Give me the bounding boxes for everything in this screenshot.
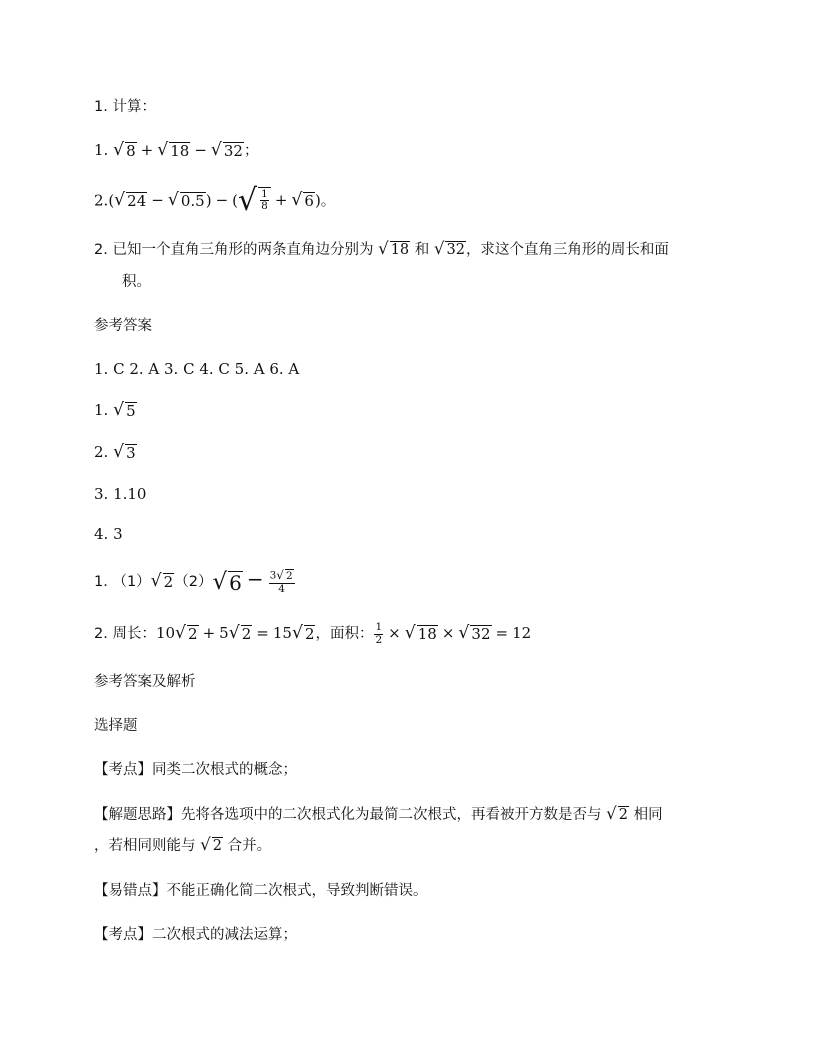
fraction-3-sqrt2-over-4: 3 √ 2 4 [269, 568, 293, 595]
area-label: ，面积： [315, 626, 374, 642]
mc-answers: 1. C 2. A 3. C 4. C 5. A 6. A [94, 360, 300, 378]
note-text: 先将各选项中的二次根式化为最简二次根式，再看被开方数是否与 [181, 807, 602, 823]
sqrt-3: √ 3 [113, 442, 136, 463]
sqrt-32: √ 32 [458, 623, 491, 644]
sqrt-32: √ 32 [210, 140, 243, 161]
sqrt-6: √ 6 [291, 190, 314, 211]
question-1-part-2: 2.( √ 24 − √ 0.5 ) − ( √ $\frac{1}{8}$ + √ 6 )。 [94, 183, 336, 218]
sqrt-32: √ 32 [433, 239, 465, 259]
sqrt-24: √ 24 [114, 190, 147, 211]
note-text: 不能正确化简二次根式，导致判断错误。 [166, 883, 428, 899]
sqrt-2: √ 2 [606, 804, 628, 824]
sqrt-6: √ 6 [212, 568, 242, 595]
question-2-text-cont: ，求这个直角三角形的周长和面 [465, 242, 669, 258]
sqrt-0-5: √ 0.5 [167, 190, 205, 211]
answer-sublabel: （2） [174, 574, 213, 590]
note-tag: 【考点】 [94, 927, 152, 943]
note-text: ，若相同则能与 [94, 838, 196, 854]
part-label: 1. [94, 141, 109, 159]
fill-answer-3: 3. 1.10 [94, 485, 147, 503]
sqrt-2: √ 2 [150, 571, 174, 592]
note-pitfall [94, 880, 428, 902]
fill-answer-1 [94, 399, 137, 421]
answer-label: 1. （1） [94, 574, 151, 590]
note-text-cont: 相同 [633, 807, 663, 823]
semicolon: ； [243, 143, 259, 159]
note-solution-line-2 [94, 835, 271, 857]
part-label: 2. [94, 191, 109, 210]
sqrt-one-eighth: √ $\frac{1}{8}$ [238, 187, 271, 216]
fill-answer-4: 4. 3 [94, 525, 123, 543]
note-tag: 【考点】 [94, 762, 152, 778]
sqrt-18: √ 18 [157, 140, 190, 161]
answer-label: 2. 周长： [94, 626, 156, 642]
section-title: 选择题 [94, 718, 138, 734]
note-tag: 【解题思路】 [94, 807, 181, 823]
question-2-and: 和 [414, 242, 430, 258]
note-text: 同类二次根式的概念； [152, 762, 297, 778]
question-2-line-2: 积。 [122, 274, 151, 290]
sqrt-18: √ 18 [404, 623, 437, 644]
note-text: 二次根式的减法运算； [152, 927, 297, 943]
question-2-line-1 [94, 239, 669, 261]
answers-heading: 参考答案 [94, 318, 152, 334]
note-solution-line-1 [94, 804, 663, 826]
sqrt-2: √ 2 [228, 623, 252, 644]
calc-answer-2: 2. 周长：10 √ 2 + 5 √ 2 = 15 √ 2 ，面积： $\frac{1}{2}$ × √ 18 × √ 32 = 12 [94, 621, 532, 646]
question-1-part-1: 1. √ 8 + √ 18 − √ 32 ； [94, 140, 259, 161]
sqrt-5: √ 5 [113, 400, 136, 421]
note-text-cont: 合并。 [227, 838, 272, 854]
answer-label: 2. [94, 443, 109, 461]
sqrt-2: √ 2 [291, 623, 315, 644]
fraction-one-half: $\frac{1}{2}$ [375, 621, 383, 646]
sqrt-8: √ 8 [113, 140, 136, 161]
sqrt-18: √ 18 [378, 239, 410, 259]
sqrt-2: √ 2 [200, 835, 222, 855]
analysis-heading: 参考答案及解析 [94, 674, 196, 690]
question-1-heading: 1. 计算： [94, 99, 156, 115]
fill-answer-2 [94, 441, 137, 463]
note-kaodian-1 [94, 759, 297, 781]
calc-answer-1: 1. （1） √ 2 （2） √ 6 − 3 √ 2 4 [94, 567, 293, 595]
note-tag: 【易错点】 [94, 883, 167, 899]
answer-label: 1. [94, 401, 109, 419]
question-2-text: 2. 已知一个直角三角形的两条直角边分别为 [94, 242, 374, 258]
note-kaodian-2 [94, 924, 297, 946]
sqrt-2: √ 2 [175, 623, 198, 644]
period: 。 [320, 193, 336, 210]
